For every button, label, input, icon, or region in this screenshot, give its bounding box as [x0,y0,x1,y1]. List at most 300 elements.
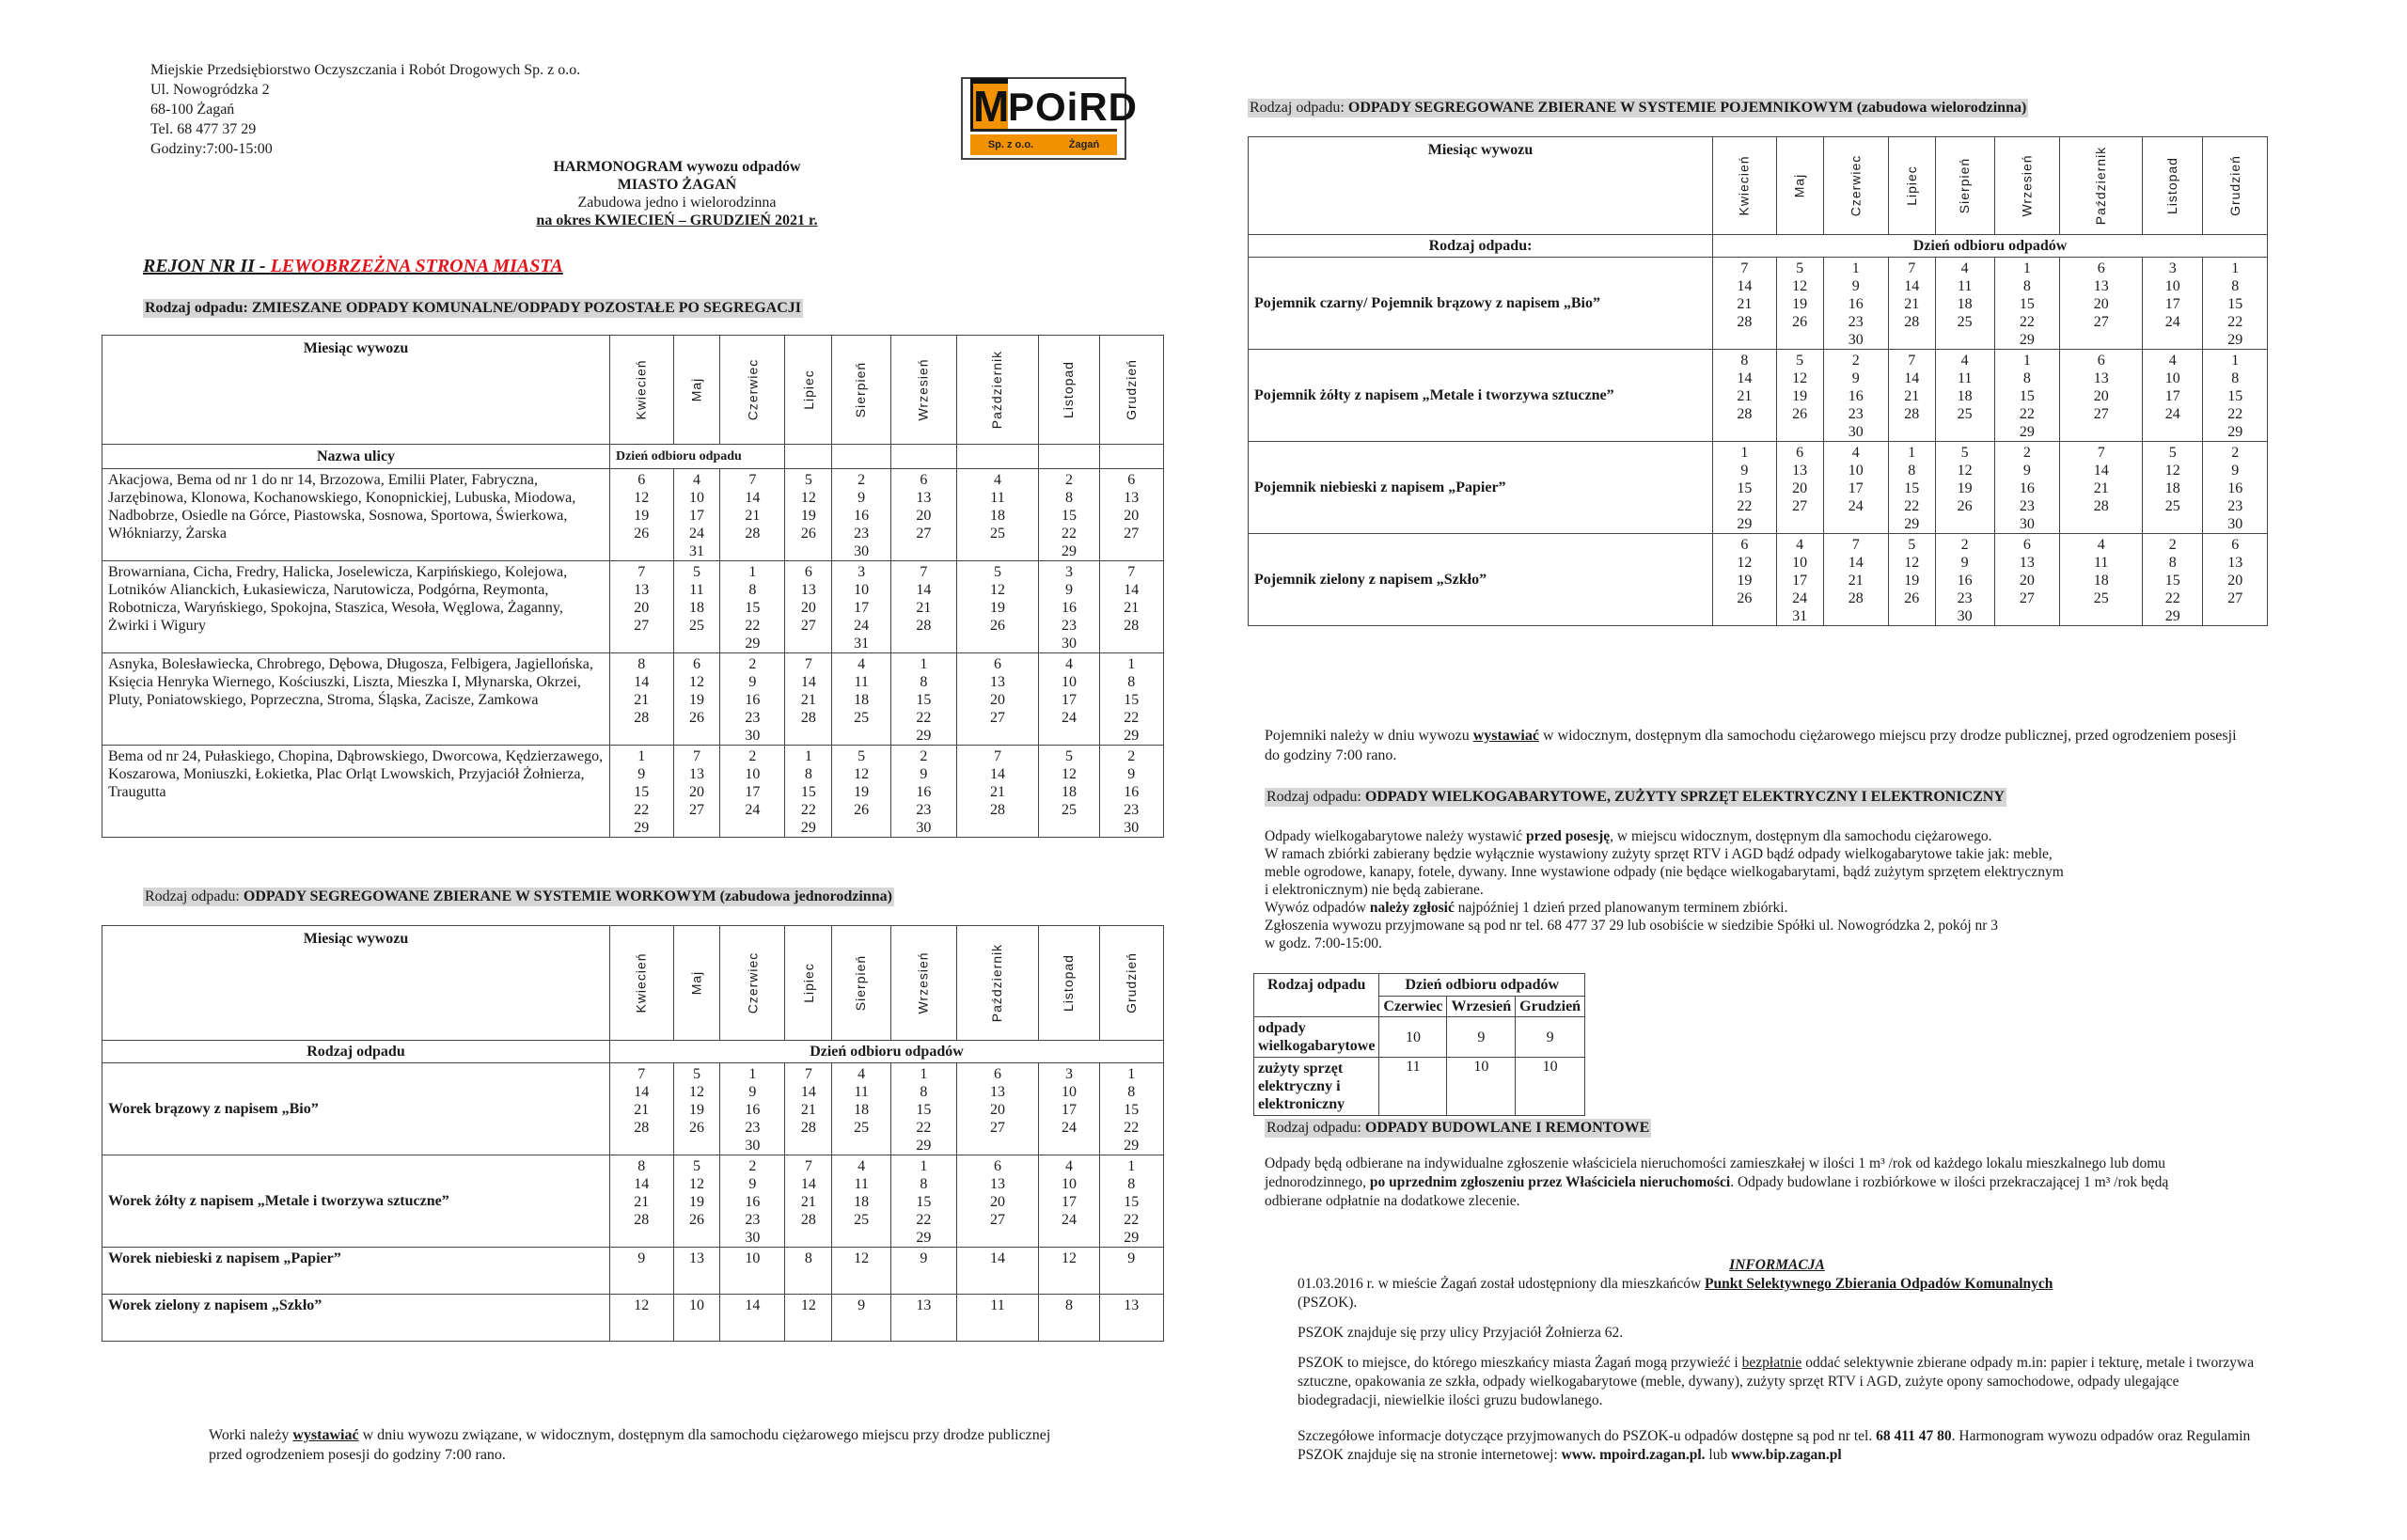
day-value: 15 [916,692,932,708]
day-value: 19 [989,600,1005,616]
day-value: 15 [2227,296,2243,312]
day-value: 3 [1064,564,1073,580]
day-value: 8 [2022,370,2031,386]
day-value: 12 [1061,766,1077,782]
day-value: 24 [854,618,870,634]
day-value: 14 [634,1084,650,1100]
waste-type: Worek zielony z napisem „Szkło” [102,1295,610,1342]
collection-days [609,1063,673,1155]
day-value: 22 [800,802,816,818]
table-row [1249,350,2268,442]
day-value: 24 [745,802,761,818]
day-value: 18 [2093,573,2109,589]
collection-days [1935,534,1994,626]
collection-days [1888,350,1935,442]
day-value: 13 [916,490,932,506]
day-value: 22 [745,618,761,634]
day-value: 23 [1848,314,1864,330]
day-value: 11 [990,490,1005,506]
day-value: 10 [745,766,761,782]
collection-days [673,653,720,746]
day-value: 28 [2093,498,2109,514]
day-value: 29 [1737,516,1753,532]
header-day: Dzień odbioru odpadów [1713,235,2268,258]
day-value: 17 [745,784,761,800]
collection-days [673,561,720,653]
month-header: Grudzień [1516,997,1585,1017]
day-value: 8 [637,656,646,672]
label-prefix: Rodzaj odpadu: [1266,789,1365,805]
day-value: 30 [1124,820,1140,836]
text: najpóźniej 1 dzień przed planowanym terminem zbiórki. [1454,900,1788,916]
month-header: Czerwiec [1823,137,1888,235]
collection-days [2143,442,2203,534]
day-value: 15 [1124,692,1140,708]
collection-days [720,469,785,561]
day-value: 14 [916,582,932,598]
day-value: 25 [1957,406,1973,422]
day-value: 20 [2019,573,2035,589]
street-list: Browarniana, Cicha, Fredry, Halicka, Joselewicza, Karpińskiego, Kolejowa, Lotników Alianckich, Łukasiewicza, Narutowicza, Podgórna, Reymonta, Robotnicza, Waryńskiego, Spokojna, Staszica, Wesoła, Węglowa, Żaganny, Żwirki i Wigury [102,561,610,653]
day-value: 25 [989,526,1005,542]
waste-type: Pojemnik żółty z napisem „Metale i tworzywa sztuczne” [1249,350,1713,442]
day-value: 6 [920,472,928,488]
collection-days [1776,350,1823,442]
day-value: 6 [804,564,812,580]
day-value: 9 [637,1250,646,1266]
link-bip[interactable]: www.bip.zagan.pl [1731,1447,1842,1463]
day-value: 12 [634,490,650,506]
collection-days [720,653,785,746]
day-value: 16 [1957,573,1973,589]
collection-days [1099,746,1163,838]
day-value: 10 [745,1250,761,1266]
day-value: 6 [993,1158,1001,1174]
day-value: 3 [1064,1066,1073,1082]
day-value: 5 [1960,445,1969,461]
day-value: 23 [2019,498,2035,514]
day-value: 23 [2227,498,2243,514]
collection-days [609,653,673,746]
collection-days [1099,561,1163,653]
day-value: 19 [688,692,704,708]
table-row [102,653,1164,746]
month-header: Październik [956,926,1039,1041]
label-text: ODPADY WIELKOGABARYTOWE, ZUŻYTY SPRZĘT ELEKTRYCZNY I ELEKTRONICZNY [1364,789,2005,805]
day-value: 9 [857,1297,866,1313]
day-value: 4 [857,656,866,672]
day-value: 19 [1737,573,1753,589]
day-value: 28 [634,1212,650,1228]
month-header: Lipiec [785,926,832,1041]
day-value: 18 [2164,480,2180,496]
collection-days [832,653,891,746]
day-value: 9 [920,766,928,782]
day-value: 30 [2019,516,2035,532]
day-value: 25 [854,710,870,726]
day-value: 1 [804,748,812,764]
note-text: Worki należy [209,1427,293,1443]
day-value: 21 [1848,573,1864,589]
collection-days [609,1248,673,1295]
day-value: 26 [688,1212,704,1228]
day-value: 12 [854,766,870,782]
collection-days [956,469,1039,561]
company-hours: Godziny:7:00-15:00 [150,141,273,157]
day-value: 22 [1737,498,1753,514]
day-value: 23 [1957,590,1973,606]
month-header: Kwiecień [609,926,673,1041]
day-value: 17 [1061,1194,1077,1210]
collection-days [673,1063,720,1155]
day-value: 27 [989,1212,1005,1228]
day-value: 16 [745,1102,761,1118]
table-row [1249,534,2268,626]
collection-days [720,746,785,838]
logo-letters: POiRD [1008,85,1139,129]
day-value: 14 [800,1084,816,1100]
day-value: 29 [1124,1138,1140,1154]
header-type: Rodzaj odpadu [1254,974,1379,1017]
collection-days [832,1295,891,1342]
collection-days [1823,534,1888,626]
day-value: 20 [800,600,816,616]
day-value: 10 [1061,674,1077,690]
month-header: Lipiec [1888,137,1935,235]
day-value: 17 [1061,692,1077,708]
day-value: 21 [1904,388,1920,404]
collection-days [1713,258,1777,350]
table-row [102,1155,1164,1248]
day-value: 24 [2164,314,2180,330]
day-value: 28 [1124,618,1140,634]
text: PSZOK to miejsce, do którego mieszkańcy miasta Żagań mogą przywieźć i [1298,1355,1742,1371]
day-value: 24 [1848,498,1864,514]
day-value: 24 [1061,1120,1077,1136]
collection-days [785,1248,832,1295]
collection-days [1039,1063,1099,1155]
month-header: Sierpień [832,926,891,1041]
day-value: 11 [1379,1058,1447,1116]
day-value: 6 [2022,537,2031,553]
day-value: 22 [2019,406,2035,422]
day-value: 9 [2231,463,2240,479]
month-header: Maj [1776,137,1823,235]
collection-days [1994,258,2060,350]
day-value: 18 [1061,784,1077,800]
day-value: 9 [1127,1250,1136,1266]
day-value: 27 [688,802,704,818]
collection-days [2143,258,2203,350]
label-prefix: Rodzaj odpadu: [1266,1120,1365,1136]
day-value: 26 [854,802,870,818]
company-address [150,60,580,159]
day-value: 22 [2227,314,2243,330]
day-value: 25 [688,618,704,634]
day-value: 8 [920,674,928,690]
month-header: Listopad [1039,926,1099,1041]
day-value: 6 [2097,353,2105,369]
day-value: 8 [748,582,757,598]
day-value: 25 [1061,802,1077,818]
day-value: 18 [989,508,1005,524]
day-value: 27 [989,710,1005,726]
day-value: 23 [1848,406,1864,422]
day-value: 11 [2093,555,2109,571]
day-value: 13 [1124,490,1140,506]
day-value: 7 [920,564,928,580]
day-value: 10 [1848,463,1864,479]
day-value: 19 [1792,388,1808,404]
day-value: 27 [800,618,816,634]
title-line-2: MIASTO ŻAGAŃ [617,177,737,193]
collection-days [673,469,720,561]
day-value: 11 [1957,278,1973,294]
day-value: 1 [2022,353,2031,369]
day-value: 4 [1064,656,1073,672]
day-value: 27 [1124,526,1140,542]
day-value: 30 [745,1138,761,1154]
section-label-bulky [1265,788,2006,807]
text-underlined: bezpłatnie [1741,1355,1802,1371]
info-block [1298,1256,2257,1465]
day-value: 28 [1904,406,1920,422]
day-value: 7 [804,656,812,672]
collection-days [1823,442,1888,534]
collection-days [1713,442,1777,534]
day-value: 9 [857,490,866,506]
collection-days [891,561,957,653]
day-value: 28 [745,526,761,542]
collection-days [2203,350,2268,442]
day-value: 9 [637,766,646,782]
day-value: 15 [916,1194,932,1210]
logo-company-type: Sp. z o.o. [987,139,1034,150]
day-value: 29 [745,636,761,652]
collection-days [673,746,720,838]
day-value: 23 [854,526,870,542]
note-text: w dniu wywozu związane, w widocznym, dostępnym dla samochodu ciężarowego miejscu przy drodze publicznej przed ogrodzeniem posesji do godziny 7:00 rano. [209,1427,1051,1463]
day-value: 6 [993,656,1001,672]
region-heading [143,256,563,277]
day-value: 19 [688,1102,704,1118]
day-value: 21 [1904,296,1920,312]
day-value: 4 [857,1158,866,1174]
day-value: 14 [745,1297,761,1313]
day-value: 19 [688,1194,704,1210]
collection-days [1099,1155,1163,1248]
day-value: 4 [1064,1158,1073,1174]
title-line-1: HARMONOGRAM wywozu odpadów [553,159,801,175]
day-value: 1 [1851,260,1860,276]
day-value: 13 [688,766,704,782]
text: Odpady wielkogabarytowe należy wystawić [1265,828,1527,844]
month-header: Wrzesień [1447,997,1516,1017]
month-header: Maj [673,336,720,445]
day-value: 15 [2019,296,2035,312]
day-value: 19 [1792,296,1808,312]
day-value: 14 [800,1176,816,1192]
collection-days [2203,442,2268,534]
day-value: 23 [1061,618,1077,634]
day-value: 30 [854,543,870,559]
collection-days [832,1063,891,1155]
day-value: 6 [993,1066,1001,1082]
collection-days [891,653,957,746]
collection-days [1099,469,1163,561]
day-value: 9 [748,1176,757,1192]
collection-days [832,469,891,561]
pszok-name: Punkt Selektywnego Zbierania Odpadów Komunalnych [1705,1276,2053,1292]
day-value: 5 [857,748,866,764]
day-value: 5 [1796,353,1804,369]
header-type: Rodzaj odpadu [102,1041,610,1063]
day-value: 7 [1851,537,1860,553]
day-value: 9 [2022,463,2031,479]
day-value: 28 [634,710,650,726]
collection-days [609,746,673,838]
header-month: Miesiąc wywozu [102,336,610,445]
text-bold: po uprzednim zgłoszeniu przez Właściciela nieruchomości [1369,1174,1731,1190]
text: Wywóz odpadów [1265,900,1370,916]
day-value: 29 [916,728,932,744]
day-value: 3 [2168,260,2177,276]
waste-type: zużyty sprzęt elektryczny i elektroniczny [1254,1058,1379,1116]
day-value: 25 [2093,590,2109,606]
link-mpoird[interactable]: www. mpoird.zagan.pl. [1561,1447,1706,1463]
day-value: 1 [1127,656,1136,672]
day-value: 21 [800,1102,816,1118]
table-row [102,746,1164,838]
collection-days [891,1248,957,1295]
note-emphasis: wystawiać [1472,728,1539,744]
day-value: 29 [916,1138,932,1154]
day-value: 2 [748,748,757,764]
day-value: 29 [2227,424,2243,440]
day-value: 12 [800,1297,816,1313]
day-value: 17 [1848,480,1864,496]
table-row [102,1295,1164,1342]
day-value: 21 [745,508,761,524]
table-row [102,561,1164,653]
day-value: 7 [2097,445,2105,461]
day-value: 11 [1957,370,1973,386]
collection-days [720,1248,785,1295]
day-value: 7 [748,472,757,488]
month-header: Wrzesień [891,336,957,445]
text: W ramach zbiórki zabierany będzie wyłącznie wystawiony zużyty sprzęt RTV i AGD bądź odpady wielkogabarytowe takie jak: meble, [1265,846,2053,862]
collection-days [1776,258,1823,350]
day-value: 1 [1127,1158,1136,1174]
day-value: 22 [634,802,650,818]
day-value: 8 [1127,1176,1136,1192]
day-value: 10 [1379,1017,1447,1058]
day-value: 2 [2022,445,2031,461]
day-value: 7 [637,1066,646,1082]
day-value: 16 [2227,480,2243,496]
day-value: 23 [1124,802,1140,818]
day-value: 23 [916,802,932,818]
day-value: 10 [688,1297,704,1313]
day-value: 26 [1737,590,1753,606]
containers-table [1248,136,2268,626]
day-value: 2 [748,1158,757,1174]
note-text: w widocznym, dostępnym dla samochodu ciężarowego miejscu przy drodze publicznej, przed ogrodzeniem posesji do godziny 7:00 rano. [1265,728,2237,763]
day-value: 1 [920,656,928,672]
day-value: 31 [1792,608,1808,624]
month-header: Grudzień [1099,926,1163,1041]
day-value: 28 [800,1120,816,1136]
day-value: 29 [800,820,816,836]
collection-days [2060,534,2143,626]
collection-days [1039,1295,1099,1342]
day-value: 16 [745,1194,761,1210]
day-value: 22 [916,1212,932,1228]
day-value: 14 [634,674,650,690]
bulky-table [1253,973,1585,1116]
day-value: 10 [854,582,870,598]
collection-days [673,1295,720,1342]
day-value: 30 [916,820,932,836]
day-value: 13 [688,1250,704,1266]
collection-days [956,653,1039,746]
day-value: 22 [1124,710,1140,726]
collection-days [1994,534,2060,626]
day-value: 9 [920,1250,928,1266]
document-title [489,158,865,229]
day-value: 7 [1908,260,1916,276]
collection-days [2060,258,2143,350]
day-value: 24 [2164,406,2180,422]
text: . Harmonogram wywozu odpadów oraz Regulamin PSZOK znajduje się na stronie internetowej: [1298,1428,2251,1463]
day-value: 15 [1904,480,1920,496]
day-value: 7 [637,564,646,580]
containers-rows [1249,258,2268,626]
day-value: 7 [1127,564,1136,580]
waste-type: Pojemnik zielony z napisem „Szkło” [1249,534,1713,626]
day-value: 30 [1061,636,1077,652]
collection-days [891,1063,957,1155]
day-value: 30 [745,728,761,744]
day-value: 8 [920,1084,928,1100]
day-value: 28 [1904,314,1920,330]
day-value: 18 [854,1194,870,1210]
day-value: 10 [1447,1058,1516,1116]
day-value: 17 [1792,573,1808,589]
day-value: 25 [854,1120,870,1136]
collection-days [2143,534,2203,626]
day-value: 27 [916,526,932,542]
day-value: 18 [854,1102,870,1118]
collection-days [720,1063,785,1155]
collection-days [891,1295,957,1342]
day-value: 16 [1061,600,1077,616]
day-value: 4 [2168,353,2177,369]
bags-rows [102,1063,1164,1342]
month-header: Grudzień [2203,137,2268,235]
bulky-description [1265,827,2271,952]
table-row [1249,258,2268,350]
day-value: 16 [2019,480,2035,496]
collection-days [832,1155,891,1248]
month-header: Sierpień [1935,137,1994,235]
month-header: Kwiecień [609,336,673,445]
day-value: 21 [1737,296,1753,312]
collection-days [2203,258,2268,350]
day-value: 5 [1064,748,1073,764]
day-value: 29 [916,1230,932,1246]
month-header: Sierpień [832,336,891,445]
